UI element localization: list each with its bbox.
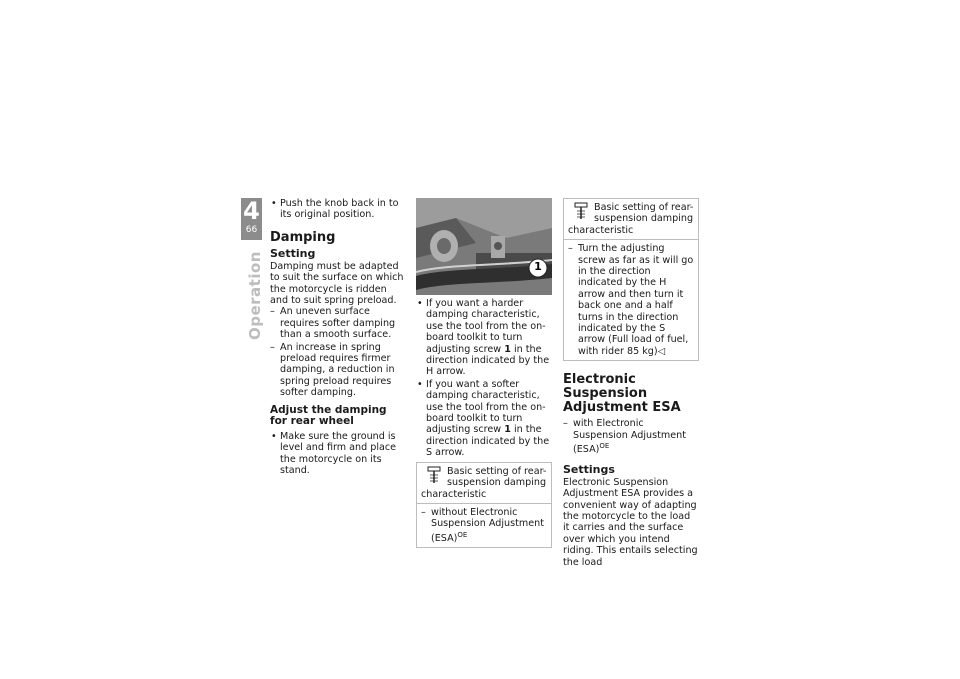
list-item-text: without Electronic Suspension Adjustment (ESA) — [431, 506, 544, 544]
list-item-text: in the direction indicated by the S arrow. — [426, 424, 550, 459]
list-item: – An uneven surface requires softer damping than a smooth surface. — [270, 306, 406, 340]
divider — [417, 503, 551, 504]
note-box — [563, 198, 699, 361]
note-content — [421, 466, 547, 500]
settings-paragraph: Electronic Suspension Adjustment ESA provides a convenient way of adapting the motorcycle to the load it carries and the surface over which you intend riding. This entails selecting the load — [563, 476, 698, 568]
heading-esa: Electronic Suspension Adjustment ESA — [563, 372, 681, 416]
rear-suspension-illustration — [416, 198, 552, 295]
setting-paragraph: Damping must be adapted to suit the surface on which the motorcycle is ridden and to suit spring preload. — [270, 260, 404, 307]
list-item: • Make sure the ground is level and firm and place the motorcycle on its stand. — [270, 431, 406, 477]
option-superscript: OE — [457, 530, 468, 539]
list-item — [563, 418, 699, 455]
list-item-text: in the direction indicated by the H arrow. — [426, 343, 550, 378]
note-content — [568, 202, 694, 236]
list-item — [416, 379, 552, 459]
heading-adjust-damping: Adjust the damping for rear wheel — [270, 403, 387, 428]
chapter-number: 4 — [243, 197, 260, 225]
list-item-text: If you want a softer damping characteristic, use the tool from the on-board toolkit to turn adjusting screw — [426, 378, 546, 436]
list-item: • Push the knob back in to its original position. — [270, 198, 406, 221]
option-superscript: OE — [599, 442, 610, 451]
list-item: – An increase in spring preload requires firmer damping, a reduction in spring preload requires softer damping. — [270, 342, 406, 399]
column-1 — [270, 198, 406, 477]
reference-number: 1 — [504, 343, 511, 355]
page-number: 66 — [245, 225, 258, 235]
heading-settings: Settings — [563, 462, 615, 476]
divider — [564, 239, 698, 240]
list-item-text: If you want a harder damping characteristic, use the tool from the on-board toolkit to turn adjusting screw — [426, 298, 546, 355]
note-text: Basic setting of rear-suspension damping characteristic — [421, 465, 547, 500]
column-2 — [416, 198, 552, 548]
list-item: – Turn the adjusting screw as far as it will go in the direction indicated by the H arrow and then turn it back one and a half turns in the direction indicated by the S arrow (Full load of fuel, with rider 85 kg)◁ — [568, 243, 694, 357]
note-box — [416, 462, 552, 549]
reference-number: 1 — [504, 424, 511, 436]
heading-damping: Damping — [270, 229, 336, 245]
rear-suspension-photo — [416, 198, 552, 295]
section-label: Operation — [246, 251, 264, 340]
list-item-text: with Electronic Suspension Adjustment (ESA) — [573, 418, 686, 456]
list-item — [416, 298, 552, 378]
image-callout-number: 1 — [534, 260, 542, 273]
list-item — [421, 507, 547, 544]
note-text: Basic setting of rear-suspension damping characteristic — [568, 202, 694, 236]
suspension-tool-icon — [427, 466, 441, 484]
column-3 — [563, 198, 699, 568]
heading-setting: Setting — [270, 246, 316, 260]
suspension-tool-icon — [574, 202, 588, 220]
